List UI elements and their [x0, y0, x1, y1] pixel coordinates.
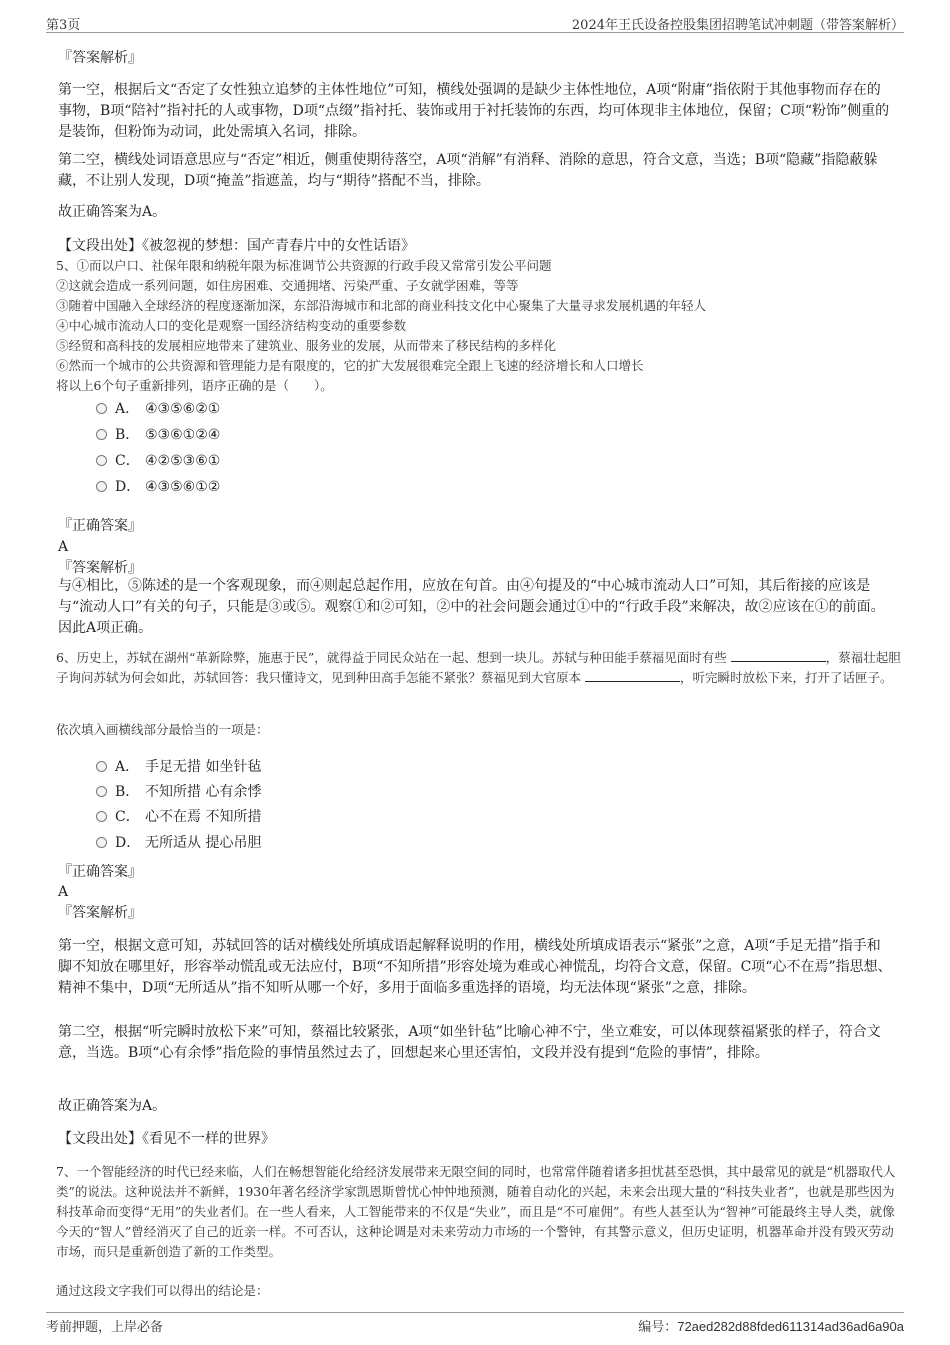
- radio-icon[interactable]: [96, 761, 107, 772]
- question-stem: 7、一个智能经济的时代已经来临，人们在畅想智能化给经济发展带来无限空间的同时，也常常伴随着诸多担忧甚至恐惧，其中最常见的就是“机器取代人类”的说法。这种说法并不新鲜，1930年著名经济学家凯恩斯曾忧心忡忡地预测，随着自动化的兴起，未来会出现大量的“科技失业者”，也就是那些因为科技革命而变得“无用”的失业者们。在一些人看来，人工智能带来的不仅是“失业”，而且是“不可雇佣”。有些人甚至认为“智神”可能最终主导人类，就像今天的“智人”曾经消灭了自己的近亲一样。不可否认，这种论调是对未来劳动力市场的一个警钟，有其警示意义，但历史证明，机器革命并没有毁灭劳动市场，而只是重新创造了新的工作类型。: [56, 1164, 896, 1259]
- question-line: ④中心城市流动人口的变化是观察一国经济结构变动的重要参数: [56, 318, 407, 333]
- analysis-label: 『答案解析』: [58, 50, 142, 66]
- page-number: 第3页: [46, 18, 81, 33]
- fill-blank: [731, 649, 826, 662]
- option-c[interactable]: C． ④②⑤③⑥①: [96, 451, 220, 471]
- answer-value: A: [58, 884, 69, 900]
- document-title: 2024年王氏设备控股集团招聘笔试冲刺题（带答案解析）: [571, 18, 904, 33]
- footer-slogan: 考前押题，上岸必备: [46, 1320, 164, 1335]
- radio-icon[interactable]: [96, 837, 107, 848]
- answer-value: A: [58, 539, 69, 555]
- question-prompt: 依次填入画横线部分最恰当的一项是：: [56, 722, 269, 737]
- radio-icon[interactable]: [96, 429, 107, 440]
- analysis-paragraph: 第一空，根据文意可知，苏轼回答的话对横线处所填成语起解释说明的作用，横线处所填成语表示“紧张”之意，A项“手足无措”指手和脚不知放在哪里好，形容举动慌乱或无法应付，B项“不知所措”形容处境为难或心神慌乱，均符合文意，保留。C项“心不在焉”指思想、精神不集中，D项“无所适从”指不知听从哪一个好，多用于面临多重选择的语境，均无法体现“紧张”之意，排除。: [58, 938, 892, 996]
- question-line: ⑥然而一个城市的公共资源和管理能力是有限度的，它的扩大发展很难完全跟上飞速的经济增长和人口增长: [56, 358, 644, 373]
- radio-icon[interactable]: [96, 455, 107, 466]
- radio-icon[interactable]: [96, 403, 107, 414]
- option-a[interactable]: A． ④③⑤⑥②①: [96, 399, 220, 419]
- source-citation: 【文段出处】《被忽视的梦想：国产青春片中的女性话语》: [58, 238, 415, 254]
- option-b[interactable]: B． 不知所措 心有余悸: [96, 782, 261, 802]
- question-line: 5、①而以户口、社保年限和纳税年限为标准调节公共资源的行政手段又常常引发公平问题: [56, 258, 552, 273]
- page-header: [46, 12, 904, 33]
- analysis-label: 『答案解析』: [58, 905, 142, 921]
- question-line: ⑤经贸和高科技的发展相应地带来了建筑业、服务业的发展，从而带来了移民结构的多样化: [56, 338, 557, 353]
- option-d[interactable]: D． 无所适从 提心吊胆: [96, 833, 261, 853]
- question-stem: 6、历史上，苏轼在湖州“革新除弊，施惠于民”，就得益于同民众站在一起、想到一块儿。苏轼与种田能手蔡福见面时有些 ，蔡福壮起胆子询问苏轼为何会如此，苏轼回答：我只懂诗文，见到种田高手怎能不紧张？蔡福见到大官原本 ，听完瞬时放松下来，打开了话匣子。: [56, 650, 901, 685]
- question-prompt: 将以上6个句子重新排列，语序正确的是（ ）。: [56, 378, 333, 393]
- question-line: ③随着中国融入全球经济的程度逐渐加深，东部沿海城市和北部的商业科技文化中心聚集了大量寻求发展机遇的年轻人: [56, 298, 707, 313]
- analysis-paragraph: 第二空，横线处词语意思应与“否定”相近，侧重使期待落空，A项“消解”有消释、消除的意思，符合文意，当选；B项“隐藏”指隐蔽躲藏，不让别人发现，D项“掩盖”指遮盖，均与“期待”搭配不当，排除。: [58, 152, 878, 189]
- conclusion: 故正确答案为A。: [58, 1098, 167, 1114]
- analysis-label: 『答案解析』: [58, 560, 142, 576]
- question-line: ②这就会造成一系列问题，如住房困难、交通拥堵、污染严重、子女就学困难，等等: [56, 278, 519, 293]
- analysis-paragraph: 与④相比，⑤陈述的是一个客观现象，而④则起总起作用，应放在句首。由④句提及的“中心城市流动人口”可知，其后衔接的应该是与“流动人口”有关的句子，只能是③或⑤。观察①和②可知，②中的社会问题会通过①中的“行政手段”来解决，故②应该在①的前面。因此A项正确。: [58, 578, 885, 636]
- document-code: 编号：72aed282d88fded611314ad36ad6a90a: [638, 1319, 904, 1335]
- option-a[interactable]: A． 手足无措 如坐针毡: [96, 757, 261, 777]
- analysis-paragraph: 第一空，根据后文“否定了女性独立追梦的主体性地位”可知，横线处强调的是缺少主体性地位，A项“附庸”指依附于其他事物而存在的事物，B项“陪衬”指衬托的人或事物，D项“点缀”指衬托、装饰或用于衬托装饰的东西，均可体现非主体地位，保留；C项“粉饰”侧重的是装饰，但粉饰为动词，此处需填入名词，排除。: [58, 82, 890, 140]
- option-b[interactable]: B． ⑤③⑥①②④: [96, 425, 220, 445]
- question-prompt: 通过这段文字我们可以得出的结论是：: [56, 1283, 269, 1298]
- radio-icon[interactable]: [96, 481, 107, 492]
- option-d[interactable]: D． ④③⑤⑥①②: [96, 477, 220, 497]
- answer-label: 『正确答案』: [58, 864, 142, 880]
- page-footer: [46, 1312, 904, 1335]
- option-c[interactable]: C． 心不在焉 不知所措: [96, 807, 261, 827]
- radio-icon[interactable]: [96, 811, 107, 822]
- analysis-paragraph: 第二空，根据“听完瞬时放松下来”可知，蔡福比较紧张，A项“如坐针毡”比喻心神不宁，坐立难安，可以体现蔡福紧张的样子，符合文意，当选。B项“心有余悸”指危险的事情虽然过去了，回想起来心里还害怕，文段并没有提到“危险的事情”，排除。: [58, 1024, 881, 1061]
- conclusion: 故正确答案为A。: [58, 204, 167, 220]
- answer-label: 『正确答案』: [58, 518, 142, 534]
- fill-blank: [585, 669, 680, 682]
- source-citation: 【文段出处】《看见不一样的世界》: [58, 1131, 275, 1147]
- radio-icon[interactable]: [96, 786, 107, 797]
